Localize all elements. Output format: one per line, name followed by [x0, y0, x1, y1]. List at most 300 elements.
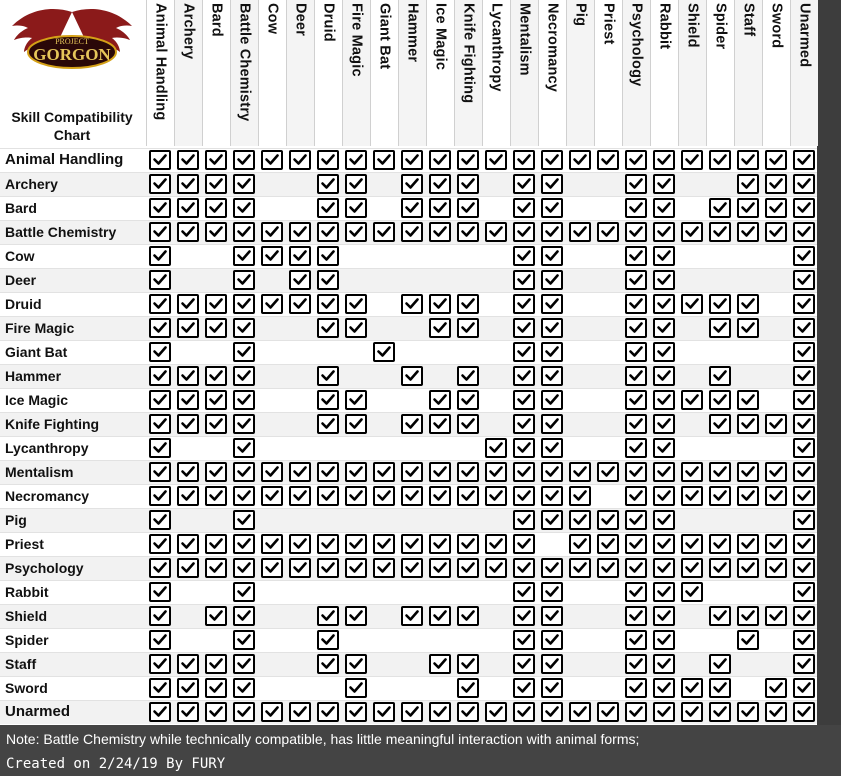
compatibility-cell — [174, 268, 202, 292]
checkmark-icon — [681, 678, 703, 698]
compatibility-cell — [482, 508, 510, 532]
checkmark-icon — [793, 246, 815, 266]
compatibility-cell — [790, 172, 818, 196]
compatibility-cell — [426, 388, 454, 412]
compatibility-cell — [146, 196, 174, 220]
checkmark-icon — [653, 534, 675, 554]
compatibility-cell — [650, 436, 678, 460]
checkmark-icon — [513, 222, 535, 242]
checkmark-icon — [233, 390, 255, 410]
row-header: Archery — [5, 176, 58, 192]
checkmark-icon — [541, 318, 563, 338]
checkmark-icon — [513, 582, 535, 602]
checkmark-icon — [513, 630, 535, 650]
compatibility-cell — [454, 172, 482, 196]
checkmark-icon — [261, 462, 283, 482]
compatibility-cell — [594, 172, 622, 196]
compatibility-cell — [398, 340, 426, 364]
compatibility-cell — [398, 172, 426, 196]
compatibility-cell — [146, 460, 174, 484]
compatibility-cell — [594, 484, 622, 508]
compatibility-cell — [538, 316, 566, 340]
compatibility-cell — [286, 220, 314, 244]
compatibility-cell — [790, 508, 818, 532]
checkmark-icon — [205, 462, 227, 482]
checkmark-icon — [653, 366, 675, 386]
compatibility-cell — [510, 148, 538, 172]
checkmark-icon — [653, 150, 675, 170]
compatibility-cell — [482, 556, 510, 580]
compatibility-cell — [538, 556, 566, 580]
checkmark-icon — [261, 150, 283, 170]
checkmark-icon — [429, 150, 451, 170]
column-header — [370, 0, 398, 146]
footer-credit: Created on 2/24/19 By FURY — [6, 756, 226, 772]
compatibility-cell — [650, 460, 678, 484]
checkmark-icon — [569, 486, 591, 506]
compatibility-cell — [370, 628, 398, 652]
compatibility-cell — [426, 532, 454, 556]
checkmark-icon — [233, 270, 255, 290]
compatibility-cell — [650, 412, 678, 436]
compatibility-cell — [734, 556, 762, 580]
checkmark-icon — [737, 390, 759, 410]
compatibility-cell — [622, 532, 650, 556]
row-header: Deer — [5, 272, 37, 288]
compatibility-cell — [482, 652, 510, 676]
compatibility-cell — [622, 604, 650, 628]
checkmark-icon — [429, 414, 451, 434]
compatibility-cell — [398, 388, 426, 412]
compatibility-cell — [202, 412, 230, 436]
compatibility-cell — [342, 340, 370, 364]
compatibility-cell — [342, 172, 370, 196]
compatibility-cell — [342, 436, 370, 460]
compatibility-cell — [762, 364, 790, 388]
checkmark-icon — [709, 198, 731, 218]
checkmark-icon — [653, 390, 675, 410]
compatibility-cell — [202, 268, 230, 292]
checkmark-icon — [793, 390, 815, 410]
compatibility-cell — [482, 244, 510, 268]
compatibility-cell — [678, 364, 706, 388]
compatibility-cell — [286, 484, 314, 508]
compatibility-cell — [510, 580, 538, 604]
compatibility-cell — [370, 196, 398, 220]
column-header-label: Mentalism — [516, 3, 533, 76]
checkmark-icon — [233, 174, 255, 194]
compatibility-cell — [426, 268, 454, 292]
compatibility-cell — [454, 484, 482, 508]
column-header-label: Priest — [600, 3, 617, 45]
compatibility-cell — [678, 268, 706, 292]
compatibility-cell — [622, 676, 650, 700]
checkmark-icon — [793, 630, 815, 650]
compatibility-cell — [734, 364, 762, 388]
checkmark-icon — [625, 462, 647, 482]
compatibility-cell — [286, 172, 314, 196]
compatibility-cell — [678, 652, 706, 676]
column-header — [650, 0, 678, 146]
checkmark-icon — [205, 606, 227, 626]
checkmark-icon — [289, 222, 311, 242]
checkmark-icon — [541, 174, 563, 194]
compatibility-cell — [790, 196, 818, 220]
checkmark-icon — [541, 486, 563, 506]
compatibility-cell — [482, 460, 510, 484]
checkmark-icon — [317, 390, 339, 410]
checkmark-icon — [149, 438, 171, 458]
checkmark-icon — [653, 462, 675, 482]
compatibility-cell — [398, 412, 426, 436]
compatibility-cell — [286, 196, 314, 220]
compatibility-cell — [734, 268, 762, 292]
compatibility-cell — [706, 340, 734, 364]
checkmark-icon — [653, 414, 675, 434]
compatibility-cell — [426, 172, 454, 196]
checkmark-icon — [625, 702, 647, 722]
compatibility-cell — [762, 508, 790, 532]
checkmark-icon — [653, 198, 675, 218]
checkmark-icon — [625, 558, 647, 578]
compatibility-cell — [762, 604, 790, 628]
compatibility-cell — [622, 388, 650, 412]
compatibility-cell — [678, 556, 706, 580]
checkmark-icon — [317, 198, 339, 218]
compatibility-cell — [398, 244, 426, 268]
compatibility-cell — [426, 460, 454, 484]
compatibility-cell — [594, 268, 622, 292]
checkmark-icon — [541, 558, 563, 578]
compatibility-cell — [650, 580, 678, 604]
compatibility-cell — [790, 580, 818, 604]
checkmark-icon — [149, 414, 171, 434]
compatibility-cell — [314, 364, 342, 388]
compatibility-cell — [174, 364, 202, 388]
checkmark-icon — [177, 294, 199, 314]
checkmark-icon — [345, 150, 367, 170]
compatibility-cell — [370, 412, 398, 436]
checkmark-icon — [793, 558, 815, 578]
checkmark-icon — [205, 198, 227, 218]
checkmark-icon — [653, 678, 675, 698]
compatibility-cell — [650, 244, 678, 268]
checkmark-icon — [793, 462, 815, 482]
row-header: Ice Magic — [5, 392, 69, 408]
checkmark-icon — [429, 318, 451, 338]
checkmark-icon — [401, 294, 423, 314]
compatibility-cell — [174, 628, 202, 652]
compatibility-cell — [678, 340, 706, 364]
checkmark-icon — [625, 654, 647, 674]
checkmark-icon — [653, 246, 675, 266]
compatibility-cell — [146, 268, 174, 292]
column-header — [258, 0, 286, 146]
compatibility-cell — [258, 172, 286, 196]
compatibility-cell — [286, 364, 314, 388]
compatibility-cell — [286, 652, 314, 676]
compatibility-cell — [510, 244, 538, 268]
checkmark-icon — [233, 198, 255, 218]
checkmark-icon — [625, 414, 647, 434]
checkmark-icon — [177, 678, 199, 698]
compatibility-cell — [426, 484, 454, 508]
compatibility-cell — [762, 436, 790, 460]
row-header: Sword — [5, 680, 48, 696]
checkmark-icon — [597, 150, 619, 170]
checkmark-icon — [401, 558, 423, 578]
compatibility-cell — [482, 532, 510, 556]
compatibility-cell — [230, 172, 258, 196]
compatibility-cell — [566, 700, 594, 724]
checkmark-icon — [261, 486, 283, 506]
compatibility-cell — [538, 460, 566, 484]
compatibility-cell — [734, 436, 762, 460]
checkmark-icon — [653, 294, 675, 314]
compatibility-cell — [650, 676, 678, 700]
column-header — [314, 0, 342, 146]
compatibility-cell — [258, 676, 286, 700]
compatibility-cell — [734, 460, 762, 484]
compatibility-cell — [230, 340, 258, 364]
compatibility-cell — [146, 580, 174, 604]
compatibility-cell — [790, 484, 818, 508]
row-header: Fire Magic — [5, 320, 75, 336]
compatibility-cell — [146, 652, 174, 676]
checkmark-icon — [765, 198, 787, 218]
checkmark-icon — [793, 510, 815, 530]
checkmark-icon — [289, 462, 311, 482]
compatibility-cell — [594, 532, 622, 556]
checkmark-icon — [541, 510, 563, 530]
checkmark-icon — [513, 462, 535, 482]
compatibility-cell — [454, 532, 482, 556]
checkmark-icon — [541, 582, 563, 602]
compatibility-cell — [678, 148, 706, 172]
checkmark-icon — [709, 294, 731, 314]
compatibility-cell — [454, 700, 482, 724]
checkmark-icon — [793, 342, 815, 362]
compatibility-cell — [622, 580, 650, 604]
checkmark-icon — [513, 390, 535, 410]
checkmark-icon — [737, 606, 759, 626]
compatibility-cell — [566, 580, 594, 604]
compatibility-cell — [454, 292, 482, 316]
compatibility-cell — [370, 532, 398, 556]
compatibility-cell — [426, 556, 454, 580]
compatibility-cell — [678, 532, 706, 556]
compatibility-cell — [230, 652, 258, 676]
compatibility-cell — [174, 148, 202, 172]
compatibility-cell — [510, 340, 538, 364]
compatibility-cell — [622, 268, 650, 292]
compatibility-cell — [482, 196, 510, 220]
compatibility-cell — [314, 292, 342, 316]
compatibility-cell — [482, 676, 510, 700]
compatibility-cell — [706, 604, 734, 628]
checkmark-icon — [541, 390, 563, 410]
row-header: Cow — [5, 248, 35, 264]
column-header-label: Staff — [740, 3, 757, 37]
checkmark-icon — [205, 534, 227, 554]
checkmark-icon — [317, 606, 339, 626]
compatibility-cell — [622, 364, 650, 388]
compatibility-cell — [230, 148, 258, 172]
row-header: Druid — [5, 296, 42, 312]
compatibility-cell — [398, 676, 426, 700]
checkmark-icon — [261, 246, 283, 266]
compatibility-cell — [790, 556, 818, 580]
compatibility-cell — [650, 484, 678, 508]
compatibility-cell — [510, 532, 538, 556]
checkmark-icon — [709, 414, 731, 434]
compatibility-cell — [650, 148, 678, 172]
checkmark-icon — [429, 606, 451, 626]
compatibility-cell — [594, 196, 622, 220]
checkmark-icon — [793, 702, 815, 722]
compatibility-cell — [566, 652, 594, 676]
checkmark-icon — [793, 150, 815, 170]
compatibility-cell — [258, 556, 286, 580]
compatibility-cell — [762, 268, 790, 292]
compatibility-cell — [650, 628, 678, 652]
checkmark-icon — [205, 414, 227, 434]
checkmark-icon — [345, 198, 367, 218]
checkmark-icon — [625, 678, 647, 698]
compatibility-cell — [622, 292, 650, 316]
compatibility-cell — [426, 508, 454, 532]
checkmark-icon — [541, 702, 563, 722]
compatibility-cell — [258, 196, 286, 220]
checkmark-icon — [513, 198, 535, 218]
checkmark-icon — [793, 174, 815, 194]
compatibility-cell — [146, 364, 174, 388]
compatibility-cell — [706, 556, 734, 580]
compatibility-cell — [650, 292, 678, 316]
compatibility-cell — [454, 580, 482, 604]
compatibility-cell — [174, 652, 202, 676]
compatibility-cell — [398, 316, 426, 340]
checkmark-icon — [793, 270, 815, 290]
checkmark-icon — [401, 198, 423, 218]
compatibility-cell — [286, 148, 314, 172]
compatibility-cell — [678, 508, 706, 532]
compatibility-cell — [650, 700, 678, 724]
checkmark-icon — [373, 342, 395, 362]
checkmark-icon — [653, 438, 675, 458]
checkmark-icon — [429, 486, 451, 506]
compatibility-cell — [650, 196, 678, 220]
column-header-label: Rabbit — [656, 3, 673, 50]
checkmark-icon — [513, 678, 535, 698]
checkmark-icon — [317, 534, 339, 554]
checkmark-icon — [485, 558, 507, 578]
checkmark-icon — [485, 534, 507, 554]
compatibility-cell — [706, 700, 734, 724]
checkmark-icon — [149, 246, 171, 266]
checkmark-icon — [401, 150, 423, 170]
compatibility-cell — [678, 220, 706, 244]
checkmark-icon — [149, 582, 171, 602]
compatibility-cell — [174, 676, 202, 700]
compatibility-cell — [482, 316, 510, 340]
checkmark-icon — [569, 702, 591, 722]
column-header — [762, 0, 790, 146]
compatibility-cell — [734, 652, 762, 676]
column-header — [202, 0, 230, 146]
checkmark-icon — [513, 366, 535, 386]
row-header: Animal Handling — [5, 151, 124, 168]
checkmark-icon — [737, 486, 759, 506]
checkmark-icon — [401, 462, 423, 482]
checkmark-icon — [401, 534, 423, 554]
compatibility-cell — [594, 604, 622, 628]
checkmark-icon — [793, 294, 815, 314]
checkmark-icon — [345, 534, 367, 554]
checkmark-icon — [373, 150, 395, 170]
compatibility-cell — [398, 508, 426, 532]
compatibility-cell — [342, 364, 370, 388]
checkmark-icon — [233, 486, 255, 506]
checkmark-icon — [149, 534, 171, 554]
checkmark-icon — [149, 702, 171, 722]
checkmark-icon — [149, 366, 171, 386]
checkmark-icon — [233, 582, 255, 602]
compatibility-cell — [790, 220, 818, 244]
checkmark-icon — [709, 558, 731, 578]
checkmark-icon — [737, 630, 759, 650]
column-header-label: Ice Magic — [432, 3, 449, 71]
compatibility-cell — [566, 220, 594, 244]
compatibility-cell — [398, 556, 426, 580]
compatibility-cell — [146, 340, 174, 364]
compatibility-cell — [174, 460, 202, 484]
checkmark-icon — [625, 270, 647, 290]
compatibility-cell — [426, 292, 454, 316]
compatibility-cell — [678, 244, 706, 268]
checkmark-icon — [793, 582, 815, 602]
checkmark-icon — [177, 414, 199, 434]
compatibility-cell — [342, 244, 370, 268]
compatibility-cell — [510, 676, 538, 700]
checkmark-icon — [233, 630, 255, 650]
compatibility-cell — [202, 604, 230, 628]
checkmark-icon — [205, 174, 227, 194]
checkmark-icon — [653, 342, 675, 362]
compatibility-cell — [482, 340, 510, 364]
compatibility-cell — [510, 436, 538, 460]
checkmark-icon — [513, 534, 535, 554]
checkmark-icon — [709, 702, 731, 722]
compatibility-cell — [454, 340, 482, 364]
compatibility-cell — [538, 364, 566, 388]
compatibility-cell — [454, 652, 482, 676]
checkmark-icon — [737, 174, 759, 194]
row-header: Priest — [5, 536, 44, 552]
compatibility-cell — [510, 556, 538, 580]
right-scrollbar-area — [817, 0, 841, 725]
checkmark-icon — [317, 294, 339, 314]
compatibility-cell — [538, 508, 566, 532]
compatibility-cell — [230, 364, 258, 388]
compatibility-cell — [342, 676, 370, 700]
compatibility-cell — [706, 412, 734, 436]
column-header — [398, 0, 426, 146]
compatibility-cell — [790, 364, 818, 388]
compatibility-cell — [678, 412, 706, 436]
checkmark-icon — [401, 414, 423, 434]
checkmark-icon — [345, 174, 367, 194]
